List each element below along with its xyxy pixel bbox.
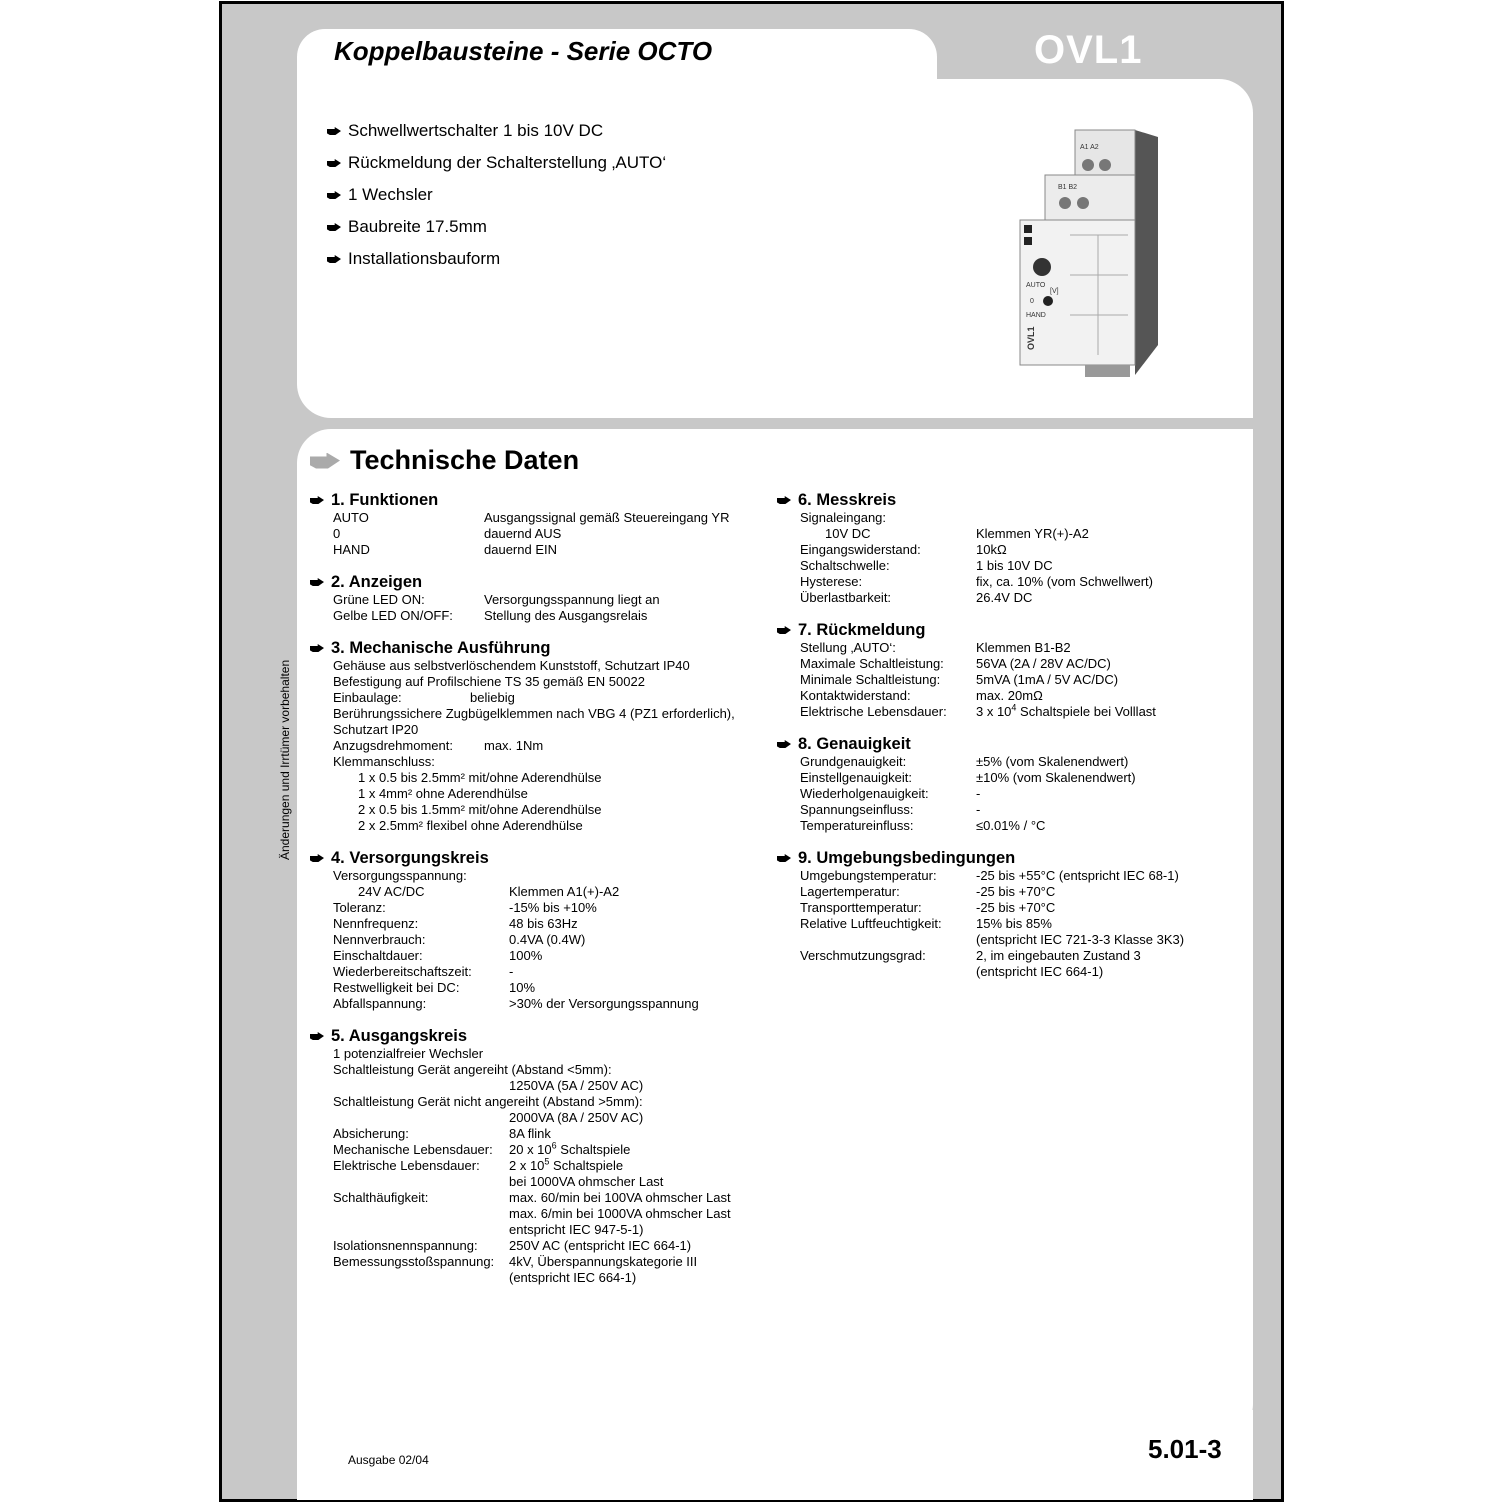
page-title: Koppelbausteine - Serie OCTO bbox=[334, 36, 713, 66]
section-supply-circuit: 4. Versorgungskreis Versorgungsspannung: 24V AC/DC Klemmen A1(+)-A2 Toleranz: -15% bis +10% Nennfrequenz: 48 bis 63Hz Nennverbrauch: 0.4VA (0.4W) Einschaltdauer: 100% Wiederbereitschaftszeit: - Restwelligkeit bei DC: 10% Abfallspannung: >30% der Versorgungsspannung bbox=[310, 848, 760, 1012]
feature-item: Installationsbauform bbox=[327, 243, 666, 275]
page-number: 5.01-3 bbox=[1148, 1434, 1222, 1464]
left-column bbox=[310, 490, 760, 1300]
product-photo bbox=[1010, 125, 1180, 380]
section-indicators: 2. Anzeigen Grüne LED ON: Versorgungsspannung liegt an Gelbe LED ON/OFF: Stellung des Ausgangsrelais bbox=[310, 572, 760, 624]
section-measuring-circuit: 6. Messkreis Signaleingang: 10V DC Klemmen YR(+)-A2 Eingangswiderstand: 10kΩ Schaltschwelle: 1 bis 10V DC Hysterese: fix, ca. 10% (vom Schwellwert) Überlastbarkeit: 26.4V DC bbox=[777, 490, 1237, 606]
feature-item: Baubreite 17.5mm bbox=[327, 211, 666, 243]
switch-auto-label: AUTO bbox=[1026, 282, 1046, 289]
feature-item: 1 Wechsler bbox=[327, 179, 666, 211]
issue-date: Ausgabe 02/04 bbox=[348, 1453, 429, 1467]
pointing-hand-icon bbox=[310, 854, 324, 862]
side-disclaimer: Änderungen und Irrtümer vorbehalten bbox=[278, 659, 292, 860]
pointing-hand-icon bbox=[310, 644, 324, 652]
dial-unit-label: [V] bbox=[1050, 288, 1059, 295]
pointing-hand-icon bbox=[777, 626, 791, 634]
pointing-hand-icon bbox=[777, 854, 791, 862]
feature-item: Rückmeldung der Schalterstellung ‚AUTO‘ bbox=[327, 147, 666, 179]
terminal-label-top: A1 A2 bbox=[1080, 144, 1099, 151]
pointing-hand-icon bbox=[327, 191, 341, 199]
device-side-label: OVL1 bbox=[1026, 326, 1036, 350]
pointing-hand-icon bbox=[777, 496, 791, 504]
pointing-hand-icon bbox=[310, 453, 340, 469]
right-column bbox=[777, 490, 1237, 994]
pointing-hand-icon bbox=[327, 255, 341, 263]
pointing-hand-icon bbox=[327, 159, 341, 167]
section-accuracy: 8. Genauigkeit Grundgenauigkeit: ±5% (vom Skalenendwert) Einstellgenauigkeit: ±10% (vom Skalenendwert) Wiederholgenauigkeit: - Spannungseinfluss: - Temperatureinfluss: ≤0.01% / °C bbox=[777, 734, 1237, 834]
pointing-hand-icon bbox=[327, 127, 341, 135]
footer-area bbox=[297, 1430, 1253, 1500]
feature-item: Schwellwertschalter 1 bis 10V DC bbox=[327, 115, 666, 147]
switch-hand-label: HAND bbox=[1026, 312, 1046, 319]
section-feedback: 7. Rückmeldung Stellung ‚AUTO‘: Klemmen B1-B2 Maximale Schaltleistung: 56VA (2A / 28V AC/DC) Minimale Schaltleistung: 5mVA (1mA / 5V AC/DC) Kontaktwiderstand: max. 20mΩ Elektrische Lebensdauer: 3 x $10^4$ Schaltspiele bei Volllast bbox=[777, 620, 1237, 720]
feature-list bbox=[327, 115, 666, 275]
section-mechanical: 3. Mechanische Ausführung Gehäuse aus selbstverlöschendem Kunststoff, Schutzart IP40 Befestigung auf Profilschiene TS 35 gemäß EN 50022 Einbaulage: beliebig Berührungssichere Zugbügelklemmen nach VBG 4 (PZ1 erforderlich), Schutzart IP20 Anzugsdrehmoment: max. 1Nm Klemmanschluss: 1 x 0.5 bis 2.5mm² mit/ohne Aderendhülse 1 x 4mm² ohne Aderendhülse 2 x 0.5 bis 1.5mm² mit/ohne Aderendhülse 2 x 2.5mm² flexibel ohne Aderendhülse bbox=[310, 638, 760, 834]
pointing-hand-icon bbox=[310, 496, 324, 504]
pointing-hand-icon bbox=[310, 1032, 324, 1040]
switch-zero-label: 0 bbox=[1030, 298, 1034, 305]
terminal-label-mid: B1 B2 bbox=[1058, 184, 1078, 191]
section-ambient-conditions: 9. Umgebungsbedingungen Umgebungstemperatur: -25 bis +55°C (entspricht IEC 68-1) Lagertemperatur: -25 bis +70°C Transporttemperatur: -25 bis +70°C Relative Luftfeuchtigkeit: 15% bis 85% (entspricht IEC 721-3-3 Klasse 3K3) Verschmutzungsgrad: 2, im eingebauten Zustand 3 (entspricht IEC 664-1) bbox=[777, 848, 1237, 980]
section-output-circuit: 5. Ausgangskreis 1 potenzialfreier Wechsler Schaltleistung Gerät angereiht (Abstand <5mm): 1250VA (5A / 250V AC) Schaltleistung Gerät nicht angereiht (Abstand >5mm): 2000VA (8A / 250V AC) Absicherung: 8A flink Mechanische Lebensdauer: 20 x $10^6$ Schaltspiele Elektrische Lebensdauer: 2 x $10^5$ Schaltspiele bei 1000VA ohmscher Last Schalthäufigkeit: max. 60/min bei 100VA ohmscher Last max. 6/min bei 1000VA ohmscher Last entspricht IEC 947-5-1) Isolationsnennspannung: 250V AC (entspricht IEC 664-1) Bemessungsstoßspannung: 4kV, Überspannungskategorie III (entspricht IEC 664-1) bbox=[310, 1026, 760, 1286]
pointing-hand-icon bbox=[327, 223, 341, 231]
product-code: OVL1 bbox=[1034, 28, 1143, 72]
pointing-hand-icon bbox=[310, 578, 324, 586]
section-heading-technical-data: Technische Daten bbox=[310, 445, 579, 476]
section-functions: 1. Funktionen AUTO Ausgangssignal gemäß Steuereingang YR 0 dauernd AUS HAND dauernd EIN bbox=[310, 490, 760, 558]
pointing-hand-icon bbox=[777, 740, 791, 748]
